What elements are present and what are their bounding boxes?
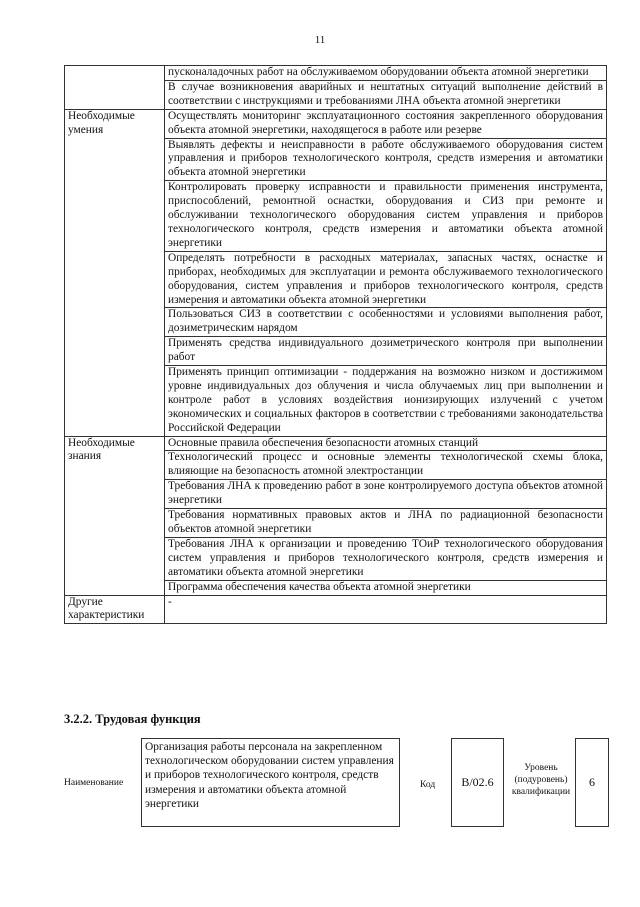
other-characteristics-label: Другие характеристики [65, 595, 165, 624]
code-value: B/02.6 [451, 738, 504, 827]
requirements-table [64, 65, 607, 624]
skills-label: Необходимые умения [65, 109, 165, 436]
row-text: пусконаладочных работ на обслуживаемом оборудовании объекта атомной энергетики [165, 66, 607, 81]
row-text: Основные правила обеспечения безопасности атомных станций [165, 436, 607, 451]
labor-function-block [64, 738, 609, 832]
row-text: Применять принцип оптимизации - поддержания на возможно низком и достижимом уровне индивидуальных доз облучения и числа облучаемых лиц при выполнении и контроле работ в условиях воздействия ионизирующих излучений с учетом экономических и социальных факторов в соответствии с требованиями законодательства Российской Федерации [165, 366, 607, 437]
level-label: Уровень (подуровень) квалификации [511, 763, 571, 797]
row-text: - [165, 595, 607, 624]
row-text: Выявлять дефекты и неисправности в работе обслуживаемого оборудования систем управления и приборов технологического контроля, средств измерения и автоматики объекта атомной энергетики [165, 138, 607, 181]
table-row [65, 436, 607, 451]
name-value: Организация работы персонала на закрепленном технологическом оборудовании систем управления и приборов технологического контроля, средств измерения и автоматики объекта атомной энергетики [141, 738, 400, 827]
page-number: 11 [314, 34, 326, 46]
row-text: Требования ЛНА к проведению работ в зоне контролируемого доступа объектов атомной энергетики [165, 480, 607, 509]
table-row [65, 66, 607, 81]
code-label: Код [420, 780, 436, 790]
row-text: Пользоваться СИЗ в соответствии с особенностями и условиями выполнения работ, дозиметрическим нарядом [165, 308, 607, 337]
row-text: Технологический процесс и основные элементы технологической схемы блока, влияющие на безопасность атомной электростанции [165, 451, 607, 480]
name-label: Наименование [64, 778, 124, 788]
section-title: 3.2.2. Трудовая функция [64, 712, 201, 726]
table-row [65, 595, 607, 624]
row-label [65, 66, 165, 110]
row-text: Требования ЛНА к организации и проведению ТОиР технологического оборудования систем управления и приборов технологического контроля, средств измерения и автоматики объекта атомной энергетики [165, 537, 607, 580]
table-row [65, 109, 607, 138]
row-text: В случае возникновения аварийных и нештатных ситуаций выполнение действий в соответствии с инструкциями и требованиями ЛНА объекта атомной энергетики [165, 80, 607, 109]
row-text: Требования нормативных правовых актов и ЛНА по радиационной безопасности объектов атомной энергетики [165, 509, 607, 538]
row-text: Определять потребности в расходных материалах, запасных частях, оснастке и приборах, необходимых для эксплуатации и ремонта обслуживаемого технологического оборудования, систем управления и приборов технологического контроля, средств измерения и автоматики объекта атомной энергетики [165, 251, 607, 308]
row-text: Осуществлять мониторинг эксплуатационного состояния закрепленного оборудования объекта атомной энергетики, находящегося в работе или резерве [165, 109, 607, 138]
knowledge-label: Необходимые знания [65, 436, 165, 595]
row-text: Применять средства индивидуального дозиметрического контроля при выполнении работ [165, 337, 607, 366]
level-value: 6 [575, 738, 609, 827]
row-text: Программа обеспечения качества объекта атомной энергетики [165, 580, 607, 595]
row-text: Контролировать проверку исправности и правильности применения инструмента, приспособлений, ремонтной оснастки, оборудования и СИЗ при ремонте и обслуживании технологического оборудования систем управления и приборов технологического контроля, средств измерения и автоматики объекта атомной энергетики [165, 181, 607, 252]
